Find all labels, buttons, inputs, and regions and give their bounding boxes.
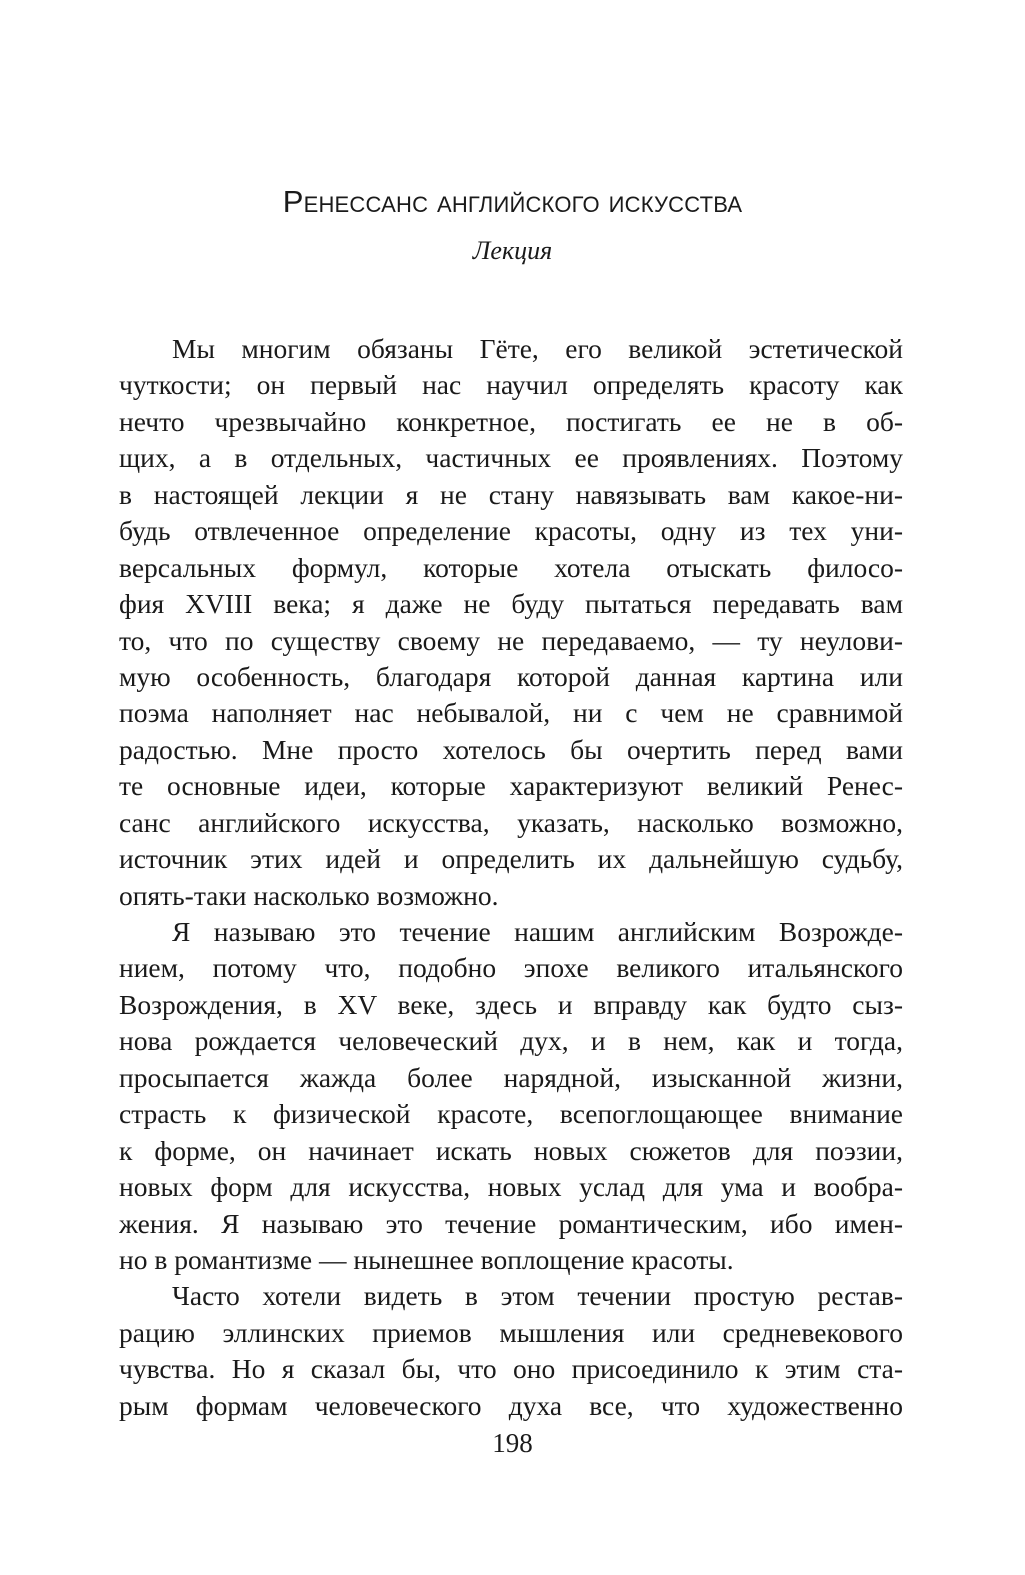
text-line: будь отвлеченное определение красоты, одну из тех уни-: [119, 515, 903, 547]
text-line: санс английского искусства, указать, насколько возможно,: [119, 806, 903, 838]
text-line: Возрождения, в XV веке, здесь и вправду как будто сыз-: [119, 988, 903, 1020]
text-line: фия XVIII века; я даже не буду пытаться передавать вам: [119, 588, 903, 620]
text-line: рым формам человеческого духа все, что художественно: [119, 1389, 903, 1421]
text-line: те основные идеи, которые характеризуют великий Ренес-: [119, 770, 903, 802]
text-line: нием, потому что, подобно эпохе великого итальянского: [119, 952, 903, 984]
text-line: Я называю это течение нашим английским Возрожде-: [172, 916, 903, 947]
chapter-subtitle: Лекция: [472, 236, 553, 265]
chapter-title: Ренессанс английского искусства: [282, 184, 743, 219]
text-line: просыпается жажда более нарядной, изысканной жизни,: [119, 1061, 903, 1093]
text-line: мую особенность, благодаря которой данная картина или: [119, 660, 903, 692]
text-line: нечто чрезвычайно конкретное, постигать ее не в об-: [119, 405, 903, 437]
text-line: к форме, он начинает искать новых сюжетов для поэзии,: [119, 1134, 903, 1166]
text-line: то, что по существу своему не передаваемо, — ту неулови-: [119, 624, 903, 656]
text-line: жения. Я называю это течение романтическим, ибо имен-: [119, 1207, 903, 1239]
text-line: страсть к физической красоте, всепоглощающее внимание: [119, 1098, 903, 1130]
text-line: чуткости; он первый нас научил определять красоту как: [119, 369, 903, 401]
text-line: но в романтизме — нынешнее воплощение красоты.: [119, 1243, 734, 1275]
text-line: в настоящей лекции я не стану навязывать вам какое-ни-: [119, 478, 903, 510]
text-line: радостью. Мне просто хотелось бы очертить перед вами: [119, 733, 903, 765]
text-line: Мы многим обязаны Гёте, его великой эстетической: [172, 333, 903, 364]
text-line: новых форм для искусства, новых услад для ума и вообра-: [119, 1171, 903, 1203]
text-line: поэма наполняет нас небывалой, ни с чем не сравнимой: [119, 697, 903, 729]
text-line: опять-таки насколько возможно.: [119, 879, 499, 911]
page-number: 198: [492, 1428, 533, 1458]
text-line: Часто хотели видеть в этом течении простую рестав-: [172, 1280, 903, 1312]
text-line: рацию эллинских приемов мышления или средневекового: [119, 1316, 903, 1348]
text-line: щих, а в отдельных, частичных ее проявлениях. Поэтому: [119, 442, 903, 474]
text-line: версальных формул, которые хотела отыскать филосо-: [119, 551, 903, 583]
text-line: нова рождается человеческий дух, и в нем, как и тогда,: [119, 1025, 903, 1057]
body-text: [119, 331, 903, 1424]
text-line: чувства. Но я сказал бы, что оно присоединило к этим ста-: [119, 1353, 903, 1385]
text-line: источник этих идей и определить их дальнейшую судьбу,: [119, 843, 903, 875]
